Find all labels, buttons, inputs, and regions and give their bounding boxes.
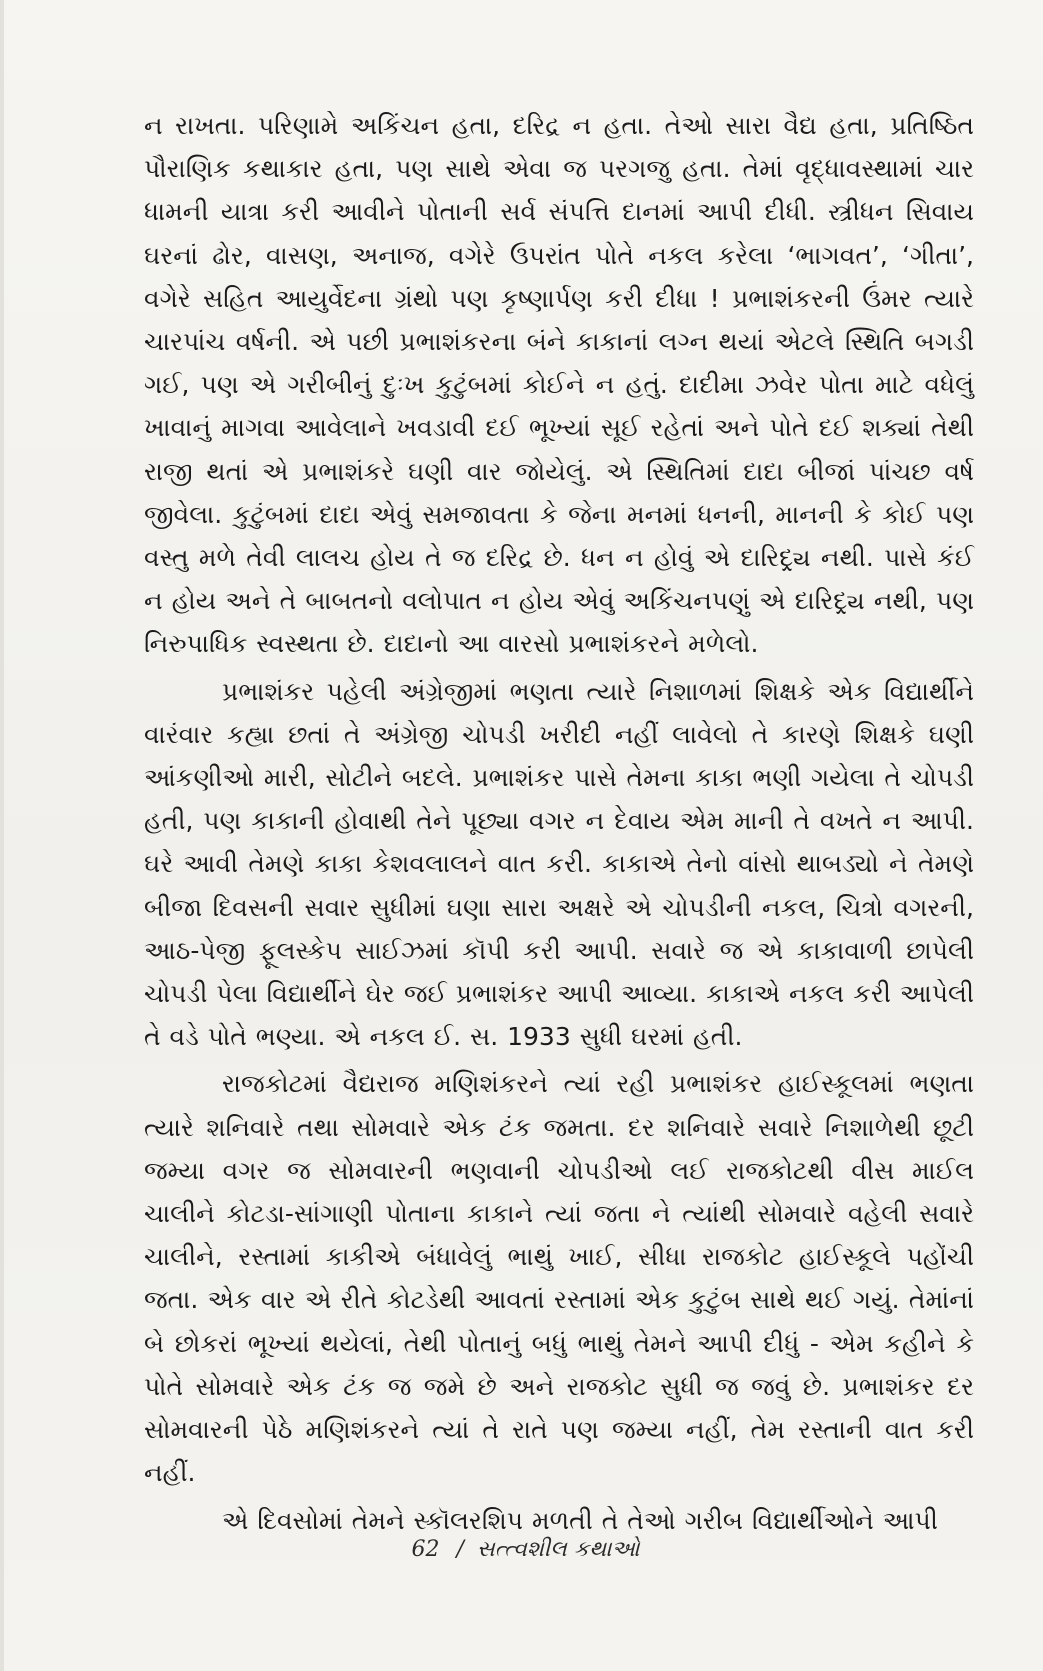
book-title: સત્ત્વશીલ કથાઓ: [476, 1537, 640, 1562]
page-footer: [4, 1537, 1043, 1562]
paragraph-4: એ દિવસોમાં તેમને સ્કૉલરશિપ મળતી તે તેઓ ગરીબ વિદ્યાર્થીઓને આપી: [222, 1505, 938, 1535]
page-number: 62: [411, 1537, 440, 1562]
paragraph-2: પ્રભાશંકર પહેલી અંગ્રેજીમાં ભણતા ત્યારે નિશાળમાં શિક્ષકે એક વિદ્યાર્થીને વારંવાર કહ્યા છતાં તે અંગ્રેજી ચોપડી ખરીદી નહીં લાવેલો તે કારણે શિક્ષકે ઘણી આંકણીઓ મારી, સોટીને બદલે. પ્રભાશંકર પાસે તેમના કાકા ભણી ગયેલા તે ચોપડી હતી, પણ કાકાની હોવાથી તેને પૂછ્યા વગર ન દેવાય એમ માની તે વખતે ન આપી. ઘરે આવી તેમણે કાકા કેશવલાલને વાત કરી. કાકાએ તેનો વાંસો થાબડ્યો ને તેમણે બીજા દિવસની સવાર સુધીમાં ઘણા સારા અક્ષરે એ ચોપડીની નકલ, ચિત્રો વગરની, આઠ-પેજી ફૂલસ્કેપ સાઈઝમાં કૉપી કરી આપી. સવારે જ એ કાકાવાળી છાપેલી ચોપડી પેલા વિદ્યાર્થીને ઘેર જઈ પ્રભાશંકર આપી આવ્યા. કાકાએ નકલ કરી આપેલી તે વડે પોતે ભણ્યા. એ નકલ ઈ. સ. 1933 સુધી ઘરમાં હતી.: [144, 676, 974, 1052]
paragraph-1: ન રાખતા. પરિણામે અકિંચન હતા, દરિદ્ર ન હતા. તેઓ સારા વૈદ્ય હતા, પ્રતિષ્ઠિત પૌરાણિક કથાકાર હતા, પણ સાથે એવા જ પરગજુ હતા. તેમાં વૃદ્ધાવસ્થામાં ચાર ધામની યાત્રા કરી આવીને પોતાની સર્વ સંપત્તિ દાનમાં આપી દીધી. સ્ત્રીધન સિવાય ઘરનાં ઢોર, વાસણ, અનાજ, વગેરે ઉપરાંત પોતે નકલ કરેલા ‘ભાગવત’, ‘ગીતા’, વગેરે સહિત આયુર્વેદના ગ્રંથો પણ કૃષ્ણાર્પણ કરી દીધા ! પ્રભાશંકરની ઉંમર ત્યારે ચારપાંચ વર્ષની. એ પછી પ્રભાશંકરના બંને કાકાનાં લગ્ન થયાં એટલે સ્થિતિ બગડી ગઈ, પણ એ ગરીબીનું દુઃખ કુટુંબમાં કોઈને ન હતું. દાદીમા ઝવેર પોતા માટે વધેલું ખાવાનું માગવા આવેલાને ખવડાવી દઈ ભૂખ્યાં સૂઈ રહેતાં અને પોતે દઈ શક્યાં તેથી રાજી થતાં એ પ્રભાશંકરે ઘણી વાર જોયેલું. એ સ્થિતિમાં દાદા બીજાં પાંચછ વર્ષ જીવેલા. કુટુંબમાં દાદા એવું સમજાવતા કે જેના મનમાં ધનની, માનની કે કોઈ પણ વસ્તુ મળે તેવી લાલચ હોય તે જ દરિદ્ર છે. ધન ન હોવું એ દારિદ્ર્ય નથી. પાસે કંઈ ન હોય અને તે બાબતનો વલોપાત ન હોય એવું અકિંચનપણું એ દારિદ્ર્ય નથી, પણ નિરુપાધિક સ્વસ્થતા છે. દાદાનો આ વારસો પ્રભાશંકરને મળેલો.: [144, 111, 974, 659]
body-text: [144, 104, 974, 1542]
footer-separator: /: [456, 1537, 464, 1562]
paragraph-3: રાજકોટમાં વૈદ્યરાજ મણિશંકરને ત્યાં રહી પ્રભાશંકર હાઈસ્કૂલમાં ભણતા ત્યારે શનિવારે તથા સોમવારે એક ટંક જમતા. દર શનિવારે સવારે નિશાળેથી છૂટી જમ્યા વગર જ સોમવારની ભણવાની ચોપડીઓ લઈ રાજકોટથી વીસ માઈલ ચાલીને કોટડા-સાંગાણી પોતાના કાકાને ત્યાં જતા ને ત્યાંથી સોમવારે વહેલી સવારે ચાલીને, રસ્તામાં કાકીએ બંધાવેલું ભાથું ખાઈ, સીધા રાજકોટ હાઈસ્કૂલે પહોંચી જતા. એક વાર એ રીતે કોટડેથી આવતાં રસ્તામાં એક કુટુંબ સાથે થઈ ગયું. તેમાંનાં બે છોકરાં ભૂખ્યાં થયેલાં, તેથી પોતાનું બધું ભાથું તેમને આપી દીધું - એમ કહીને કે પોતે સોમવારે એક ટંક જ જમે છે અને રાજકોટ સુધી જ જવું છે. પ્રભાશંકર દર સોમવારની પેઠે મણિશંકરને ત્યાં તે રાતે પણ જમ્યા નહીં, તેમ રસ્તાની વાત કરી નહીં.: [144, 1069, 974, 1488]
